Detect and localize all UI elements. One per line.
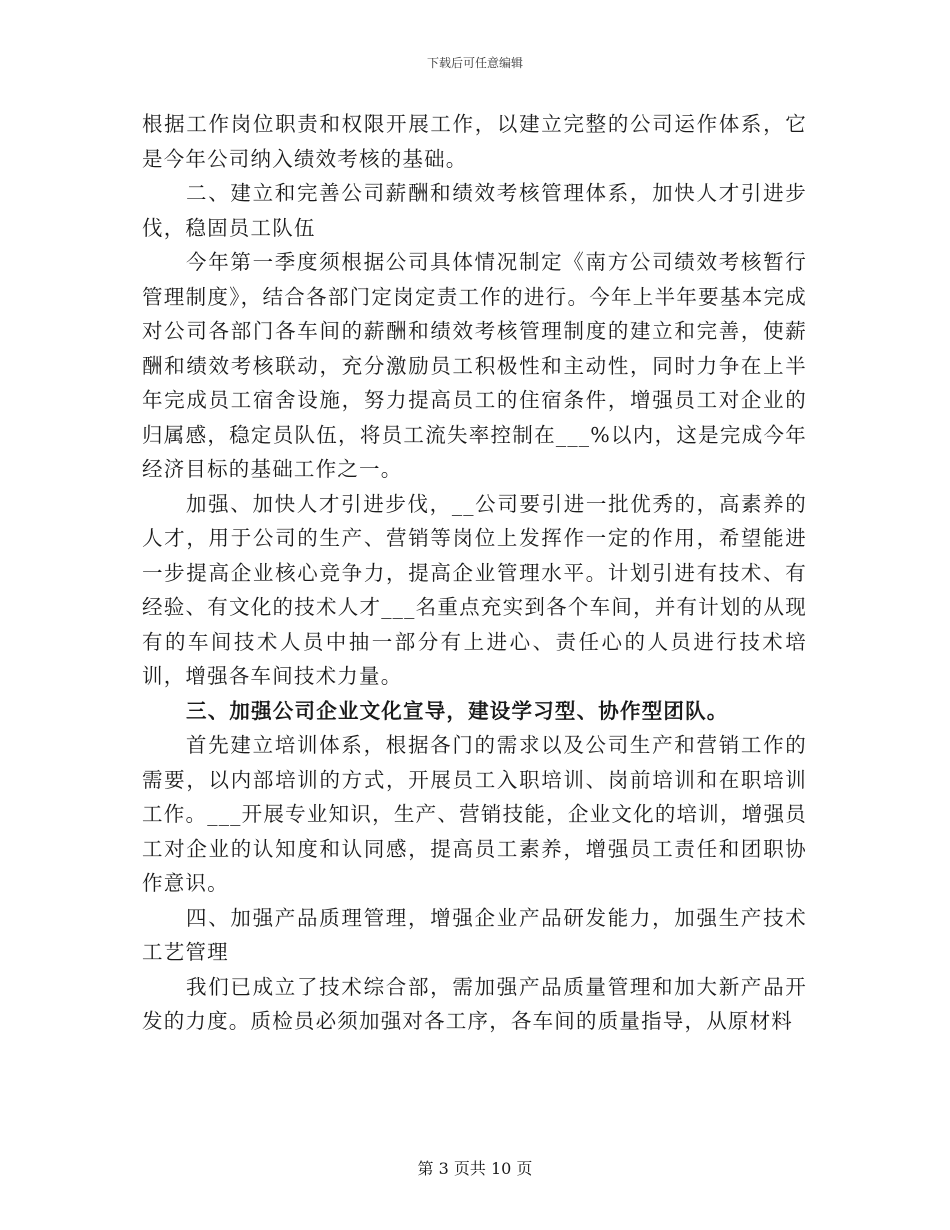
section-heading-4: 四、加强产品质理管理，增强企业产品研发能力，加强生产技术工艺管理 (142, 905, 807, 964)
page-footer: 第 3 页共 10 页 (417, 1159, 533, 1178)
paragraph-quality: 我们已成立了技术综合部，需加强产品质量管理和加大新产品开发的力度。质检员必须加强对各工序，各车间的质量指导，从原材料 (142, 974, 807, 1033)
section-heading-3: 三、加强公司企业文化宣导，建设学习型、协作型团队。 (186, 698, 729, 723)
section-heading-2: 二、建立和完善公司薪酬和绩效考核管理体系，加快人才引进步伐，稳固员工队伍 (142, 181, 807, 240)
paragraph-continuation: 根据工作岗位职责和权限开展工作，以建立完整的公司运作体系，它是今年公司纳入绩效考核的基础。 (142, 112, 807, 171)
paragraph-training: 首先建立培训体系，根据各门的需求以及公司生产和营销工作的需要，以内部培训的方式，开展员工入职培训、岗前培训和在职培训工作。___开展专业知识，生产、营销技能，企业文化的培训，增强员工对企业的认知度和认同感，提高员工素养，增强员工责任和团职协作意识。 (142, 733, 807, 895)
page-header: 下载后可任意编辑 (426, 56, 523, 70)
paragraph-performance-system: 今年第一季度须根据公司具体情况制定《南方公司绩效考核暂行管理制度》，结合各部门定岗定责工作的进行。今年上半年要基本完成对公司各部门各车间的薪酬和绩效考核管理制度的建立和完善，使薪酬和绩效考核联动，充分激励员工积极性和主动性，同时力争在上半年完成员工宿舍设施，努力提高员工的住宿条件，增强员工对企业的归属感，稳定员队伍，将员工流失率控制在___%以内，这是完成今年经济目标的基础工作之一。 (142, 250, 807, 481)
document-body (142, 107, 807, 1039)
paragraph-talent-recruitment: 加强、加快人才引进步伐，__公司要引进一批优秀的，高素养的人才，用于公司的生产、营销等岗位上发挥作一定的作用，希望能进一步提高企业核心竞争力，提高企业管理水平。计划引进有技术、有经验、有文化的技术人才___名重点充实到各个车间，并有计划的从现有的车间技术人员中抽一部分有上进心、责任心的人员进行技术培训，增强各车间技术力量。 (142, 491, 807, 688)
